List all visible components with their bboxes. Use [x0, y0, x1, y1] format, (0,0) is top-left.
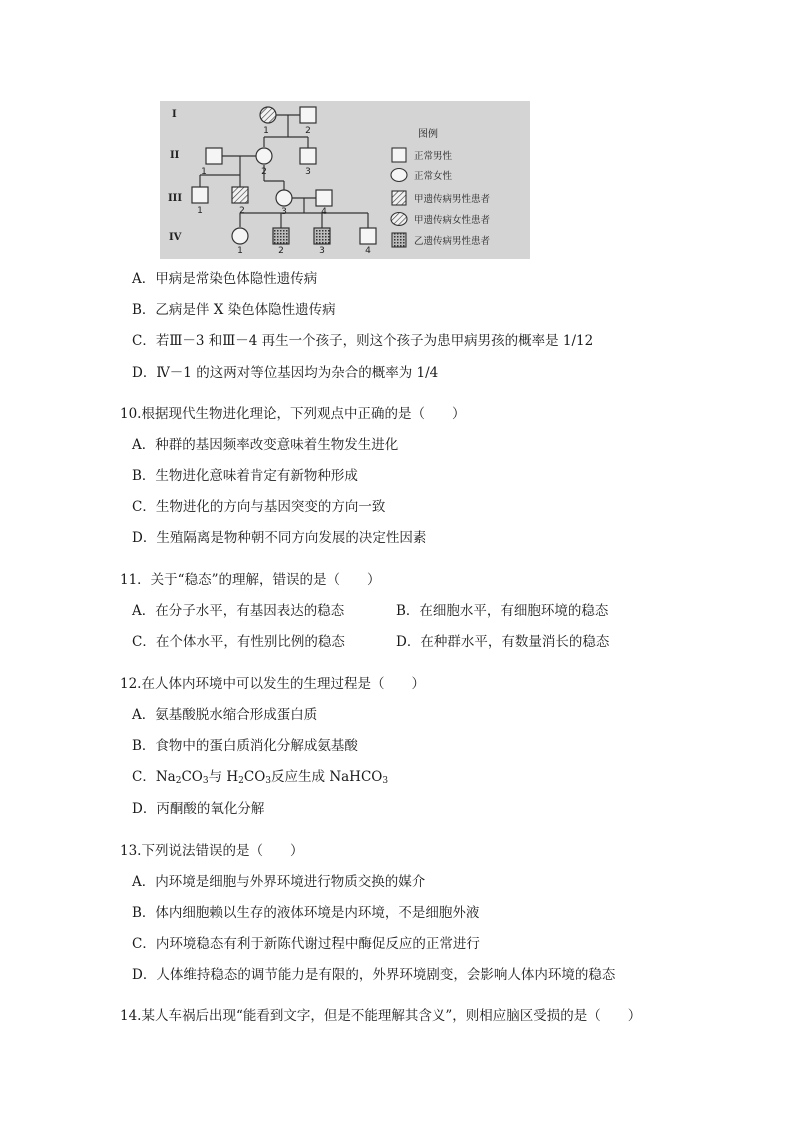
q13-option-b: B．体内细胞赖以生存的液体环境是内环境，不是细胞外液: [132, 905, 480, 921]
pedigree-figure: [160, 101, 530, 259]
q12-option-d: D．丙酮酸的氧化分解: [132, 801, 265, 817]
legend-label-male-affected-b: 乙遗传病男性患者: [414, 236, 491, 247]
gen3-male-1: [192, 187, 208, 203]
legend-swatch-male-affected-b: [392, 233, 406, 247]
q10-stem: 10.根据现代生物进化理论，下列观点中正确的是（ ）: [120, 406, 466, 422]
q14-stem: 14.某人车祸后出现“能看到文字，但是不能理解其含义”，则相应脑区受损的是（ ）: [120, 1008, 642, 1024]
gen4-label-2: 2: [278, 246, 284, 256]
gen-label-ii: II: [170, 150, 180, 161]
q12-option-b: B．食物中的蛋白质消化分解成氨基酸: [132, 738, 358, 754]
q13-stem: 13.下列说法错误的是（ ）: [120, 843, 304, 859]
q10-option-c: C．生物进化的方向与基因突变的方向一致: [132, 499, 386, 515]
gen1-female-1-affected-a: [260, 107, 276, 123]
q13-option-a: A．内环境是细胞与外界环境进行物质交换的媒介: [132, 874, 426, 890]
gen3-male-4: [316, 190, 332, 206]
gen-label-iv: IV: [169, 232, 182, 243]
legend-label-male-affected-a: 甲遗传病男性患者: [414, 194, 491, 205]
gen4-label-4: 4: [365, 246, 371, 256]
legend-label-female-affected-a: 甲遗传病女性患者: [414, 215, 491, 226]
gen1-label-2: 2: [305, 126, 311, 136]
q11-option-b: B．在细胞水平，有细胞环境的稳态: [396, 603, 609, 619]
q10-option-b: B．生物进化意味着肯定有新物种形成: [132, 468, 358, 484]
q10-option-a: A．种群的基因频率改变意味着生物发生进化: [132, 437, 399, 453]
q13-option-d: D．人体维持稳态的调节能力是有限的，外界环境剧变，会影响人体内环境的稳态: [132, 967, 616, 983]
legend-title: 图例: [418, 129, 438, 140]
legend-swatch-normal-male: [392, 148, 406, 162]
gen2-male-3: [300, 148, 316, 164]
gen2-male-1: [206, 148, 222, 164]
q10-option-d: D．生殖隔离是物种朝不同方向发展的决定性因素: [132, 530, 427, 546]
q9-option-c: C．若Ⅲ－3 和Ⅲ－4 再生一个孩子，则这个孩子为患甲病男孩的概率是 1/12: [132, 333, 594, 349]
gen2-female-2: [256, 148, 272, 164]
gen1-label-1: 1: [263, 126, 269, 136]
gen4-label-3: 3: [319, 246, 325, 256]
gen3-label-2: 2: [239, 206, 245, 216]
gen2-label-2: 2: [261, 167, 267, 177]
gen3-label-1: 1: [197, 206, 203, 216]
legend-swatch-normal-female: [391, 169, 407, 182]
gen4-male-3-affected-b: [314, 228, 330, 244]
legend-label-normal-male: 正常男性: [414, 151, 453, 162]
q12-option-c: C．$Na_2CO_3$与 $H_2CO_3$反应生成 NaHCO$_3$: [132, 769, 389, 786]
q9-option-a: A．甲病是常染色体隐性遗传病: [132, 271, 318, 287]
gen3-male-2-affected-a: [232, 187, 248, 203]
q11-option-a: A．在分子水平，有基因表达的稳态: [132, 603, 345, 619]
gen2-label-1: 1: [201, 167, 207, 177]
q11-stem: 11．关于“稳态”的理解，错误的是（ ）: [120, 572, 381, 588]
gen4-male-2-affected-b: [273, 228, 289, 244]
legend-swatch-male-affected-a: [392, 191, 406, 205]
gen-label-i: I: [172, 109, 177, 120]
q11-option-c: C．在个体水平，有性别比例的稳态: [132, 634, 345, 650]
legend-swatch-female-affected-a: [391, 213, 407, 226]
q12-stem: 12.在人体内环境中可以发生的生理过程是（ ）: [120, 676, 425, 692]
gen2-label-3: 3: [305, 167, 311, 177]
q9-option-d: D．Ⅳ－1 的这两对等位基因均为杂合的概率为 1/4: [132, 365, 439, 381]
gen4-female-1: [232, 228, 248, 244]
q13-option-c: C．内环境稳态有利于新陈代谢过程中酶促反应的正常进行: [132, 936, 480, 952]
gen4-male-4: [360, 228, 376, 244]
gen3-label-3: 3: [281, 207, 287, 217]
q11-option-d: D．在种群水平，有数量消长的稳态: [396, 634, 610, 650]
gen1-male-2: [300, 107, 316, 123]
gen4-label-1: 1: [237, 246, 243, 256]
q12-option-a: A．氨基酸脱水缩合形成蛋白质: [132, 707, 318, 723]
q9-option-b: B．乙病是伴 X 染色体隐性遗传病: [132, 302, 336, 318]
pedigree-chart: [160, 101, 530, 259]
legend-label-normal-female: 正常女性: [414, 171, 453, 182]
gen3-label-4: 4: [321, 207, 327, 217]
gen3-female-3: [276, 190, 292, 206]
gen-label-iii: III: [168, 193, 183, 204]
